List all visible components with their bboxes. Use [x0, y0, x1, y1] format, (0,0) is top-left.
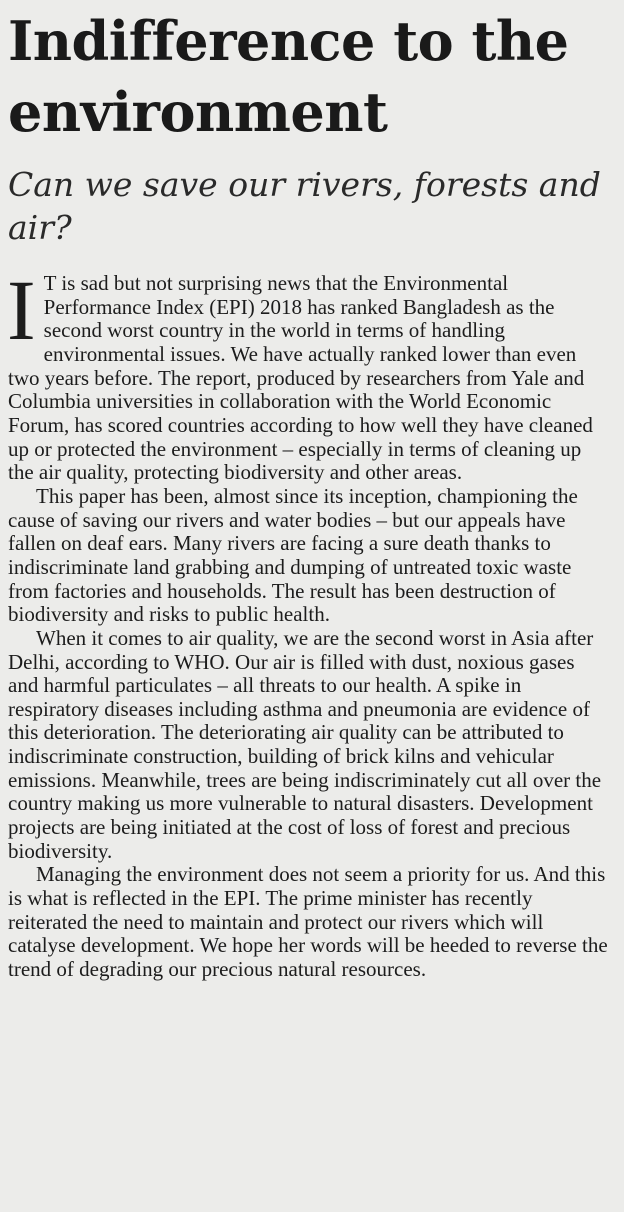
article-body [7, 262, 608, 982]
drop-cap: I [7, 262, 36, 358]
paragraph-1-text: T is sad but not surprising news that the Environmental Performance Index (EPI) 2018 has ranked Bangladesh as the second worst country in the world in terms of handling environmental issues. We have actually ranked lower than even two years before. The report, produced by researchers from Yale and Columbia universities in collaboration with the World Economic Forum, has scored countries according to how well they have cleaned up or protected the environment – especially in terms of cleaning up the air quality, protecting biodiversity and other areas. [8, 271, 593, 485]
paragraph-4: Managing the environment does not seem a priority for us. And this is what is reflected in the EPI. The prime minister has recently reiterated the need to maintain and protect our rivers which will catalyse development. We hope her words will be heeded to reverse the trend of degrading our precious natural resources. [8, 862, 608, 982]
paragraph-2: This paper has been, almost since its inception, championing the cause of saving our rivers and water bodies – but our appeals have fallen on deaf ears. Many rivers are facing a sure death thanks to indiscriminate land grabbing and dumping of untreated toxic waste from factories and households. The result has been destruction of biodiversity and risks to public health. [8, 483, 578, 627]
paragraph-1 [7, 262, 608, 485]
article-headline: Indifference to the environment [8, 9, 569, 144]
article-subheadline: Can we save our rivers, forests and air? [8, 165, 601, 247]
paragraph-3: When it comes to air quality, we are the second worst in Asia after Delhi, according to WHO. Our air is filled with dust, noxious gases and harmful particulates – all threats to our health. A spike in respiratory diseases including asthma and pneumonia are evidence of this deterioration. The deteriorating air quality can be attributed to indiscriminate construction, building of brick kilns and vehicular emissions. Meanwhile, trees are being indiscriminately cut all over the country making us more vulnerable to natural disasters. Development projects are being initiated at the cost of loss of forest and precious biodiversity. [8, 625, 602, 863]
